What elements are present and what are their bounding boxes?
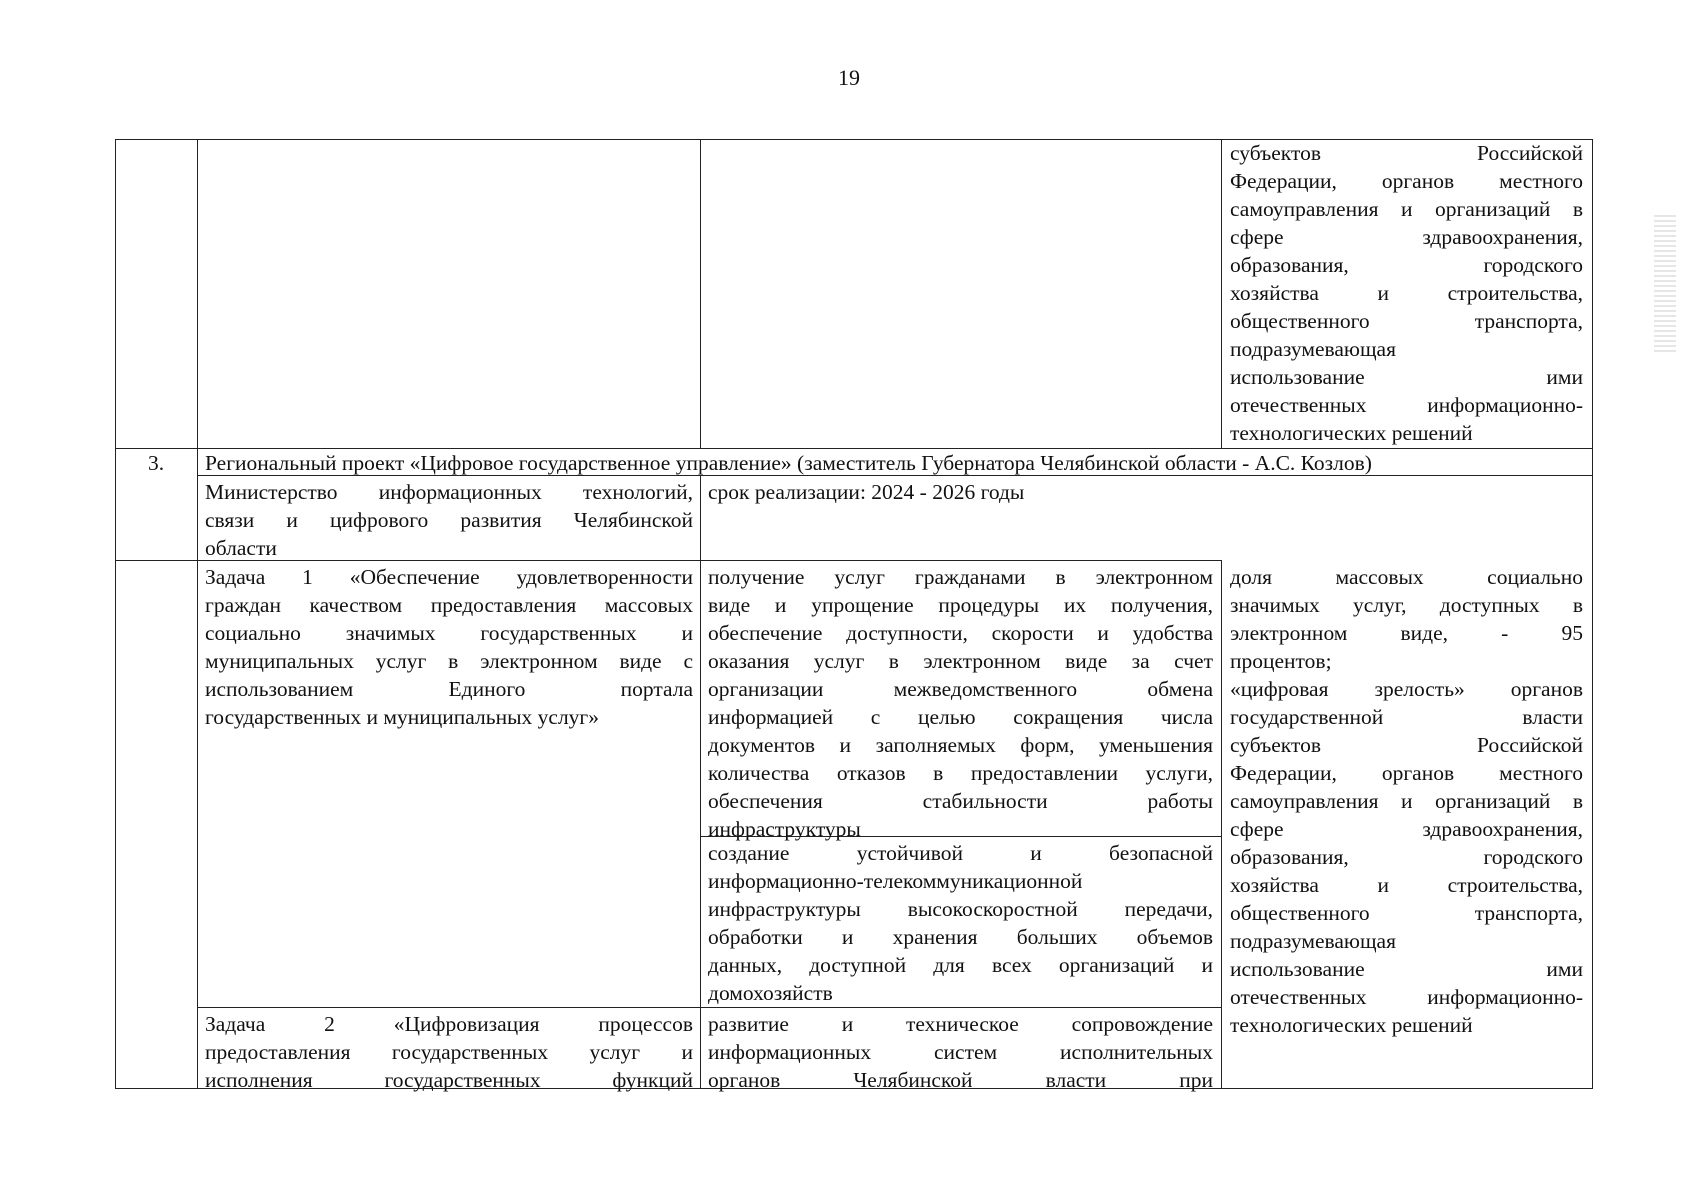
implementation-period: срок реализации: 2024 - 2026 годы — [708, 480, 1025, 504]
task-2-effect: развитие и техническое сопровождение информационных систем исполнительных органов Челябинской власти при — [708, 1012, 1213, 1092]
task-1-effect-2: создание устойчивой и безопасной информационно-телекоммуникационной инфраструктуры высокоскоростной передачи, обработки и хранения больших объемов данных, доступной для всех организаций и домохозяйств — [708, 841, 1213, 1005]
table-border-right — [1592, 139, 1593, 1089]
row-separator-5 — [197, 1007, 1221, 1008]
page-number: 19 — [838, 65, 860, 90]
project-number: 3. — [147, 451, 165, 475]
indicator-continuation-text: субъектов Российской Федерации, органов местного самоуправления и организаций в сфере здравоохранения, образования, городского хозяйства и строительства, общественного транспорта, подразумевающая использование ими отечественных информационно- технологических решений — [1230, 141, 1583, 445]
measures-table — [115, 139, 1593, 1092]
task-2-text: Задача 2 «Цифровизация процессов предоставления государственных услуг и исполнения государственных функций — [205, 1012, 693, 1092]
project-title: Региональный проект «Цифровое государственное управление» (заместитель Губернатора Челябинской области - А.С. Козлов) — [205, 451, 1372, 475]
task-1-text: Задача 1 «Обеспечение удовлетворенности граждан качеством предоставления массовых социально значимых государственных и муниципальных услуг в электронном виде с использованием Единого портала государственных и муниципальных услуг» — [205, 565, 693, 729]
col-separator-2a — [700, 139, 701, 448]
indicator-continuation-cell — [1230, 139, 1583, 447]
col-separator-1 — [197, 139, 198, 1089]
scan-artifact — [1654, 215, 1676, 355]
table-border-left — [115, 139, 116, 1089]
col-separator-3a — [1221, 139, 1222, 448]
responsible-ministry: Министерство информационных технологий, связи и цифрового развития Челябинской области — [205, 480, 693, 560]
col-separator-3b — [1221, 560, 1222, 1089]
task-1-effect-1: получение услуг гражданами в электронном виде и упрощение процедуры их получения, обеспечение доступности, скорости и удобства оказания услуг в электронном виде за счет организации межведомственного обмена информацией с целью сокращения числа документов и заполняемых форм, уменьшения количества отказов в предоставлении услуги, обеспечения стабильности работы инфраструктуры — [708, 565, 1213, 841]
task-1-indicators: доля массовых социально значимых услуг, доступных в электронном виде, - 95 процентов; «цифровая зрелость» органов государственной власти субъектов Российской Федерации, органов местного самоуправления и организаций в сфере здравоохранения, образования, городского хозяйства и строительства, общественного транспорта, подразумевающая использование ими отечественных информационно- технологических решений — [1230, 565, 1583, 1037]
col-separator-2b — [700, 475, 701, 1089]
